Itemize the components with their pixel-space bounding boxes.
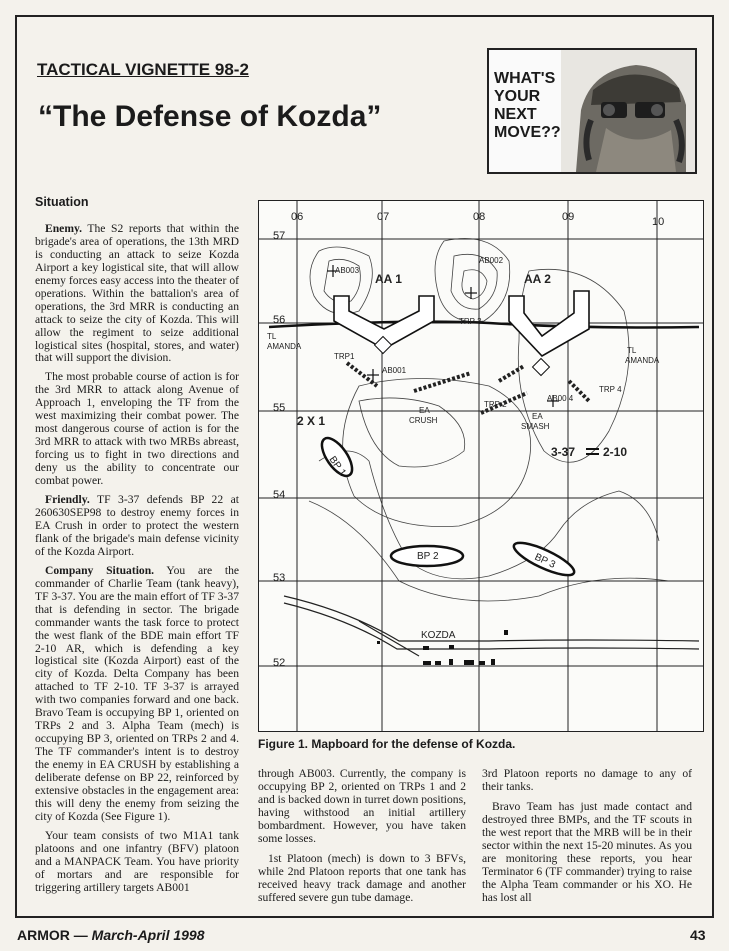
paragraph-enemy: Enemy. The S2 reports that within the brigade's area of operations, the 13th MRD is conducting an attack to seize Kozda Airport a key logistical site, that will allow enemy forces easy access into the theater of operations. Within the battalion's area of operations, the 3rd MRR is conducting an attack to seize the city of Kozda. This will allow the regiment to seize additional logistical sites (hospital, stores, and water) that will support the division.	[35, 221, 239, 365]
grid-label-x: 08	[473, 211, 486, 223]
soldier-binoculars-photo	[561, 50, 695, 172]
grid-label-x: 06	[291, 211, 304, 223]
grid-label-y: 55	[273, 402, 286, 414]
next-move-text: WHAT'S YOUR NEXT MOVE??	[494, 70, 561, 141]
map-label-kozda: KOZDA	[421, 630, 456, 641]
map-figure	[258, 200, 704, 732]
paragraph: through AB003. Currently, the company is occupying BP 2, oriented on TRPs 1 and 2 and is backed down in turret down positions, having withstood an initial artillery bombardment. However, you have taken some losses.	[258, 767, 467, 845]
map-label-ea-crush: CRUSH	[409, 416, 438, 425]
map-label-bp3: BP 3	[532, 551, 557, 571]
paragraph-team: Your team consists of two M1A1 tank platoons and one infantry (BFV) platoon and a MANPACK Team. You have priority of mortars and are responsible for triggering artillery targets AB001	[35, 828, 239, 894]
map-label-ab004: AB00 4	[547, 394, 574, 403]
map-label-x: 2 X 1	[297, 414, 326, 428]
map-label-tl-right: TL	[627, 346, 637, 355]
article-column-1	[35, 196, 239, 901]
paragraph-friendly: Friendly. TF 3-37 defends BP 22 at 260630SEP98 to destroy enemy forces in EA Crush in order to protect the western flank of the brigade's main defense vicinity of the Kozda Airport.	[35, 493, 239, 558]
map-label-trp3: TRP 3	[459, 317, 482, 326]
paragraph-company-situation: Company Situation. You are the commander of Charlie Team (tank heavy), TF 3-37. You are the main effort of TF 3-37 that is defending in sector. The brigade commander wants the task force to protect the west flank of the BDE main effort TF 2-10 AR, which is defending a key logistical site (Kozda Airport) east of the city of Kozda. Delta Company has been attached to TF 2-10. TF 3-37 is arrayed with two companies forward and one back. Bravo Team is occupying BP 1, oriented on TRPs 2 and 3. Alpha Team (mech) is occupying BP 3, oriented on TRPs 2 and 4. The TF commander's intent is to destroy the enemy in EA CRUSH by establishing a deliberate defense on BP 22, reinforced by extensive obstacles in the engagement area: this will deny the enemy from seizing the city of Kozda (See Figure 1).	[35, 563, 240, 823]
map-label-ab003: AB003	[335, 266, 360, 275]
map-label-ea-crush: EA	[419, 406, 430, 415]
grid-label-x: 09	[562, 211, 575, 223]
map-label-ab002: AB002	[479, 256, 504, 265]
article-column-2	[258, 768, 466, 912]
map-label-ab001: AB001	[382, 366, 407, 375]
paragraph: 1st Platoon (mech) is down to 3 BFVs, while 2nd Platoon reports that one tank has received heavy track damage and another suffered severe gun tube damage.	[258, 851, 466, 904]
paragraph: Bravo Team has just made contact and destroyed three BMPs, and the TF scouts in the west report that the MRB will be in their sector within the next 15-20 minutes. As you are monitoring these reports, you hear Terminator 6 (TF commander) trying to raise the Alpha Team commander or his XO. He has lost all	[482, 799, 692, 904]
map-label-aa1: AA 1	[375, 272, 402, 286]
map-label-ea-smash: SMASH	[521, 422, 550, 431]
grid-label-y: 52	[273, 657, 286, 669]
map-label-bp2: BP 2	[417, 551, 439, 562]
article-column-3	[482, 768, 692, 912]
grid-label-y: 53	[273, 572, 286, 584]
map-label-tl-left: TL	[267, 332, 277, 341]
map-label-aa2: AA 2	[524, 272, 551, 286]
map-label-tl-right: AMANDA	[625, 356, 660, 365]
figure-caption: Figure 1. Mapboard for the defense of Kozda.	[258, 737, 516, 751]
map-label-trp1: TRP1	[334, 352, 355, 361]
map-label-bp1: BP 1	[326, 454, 348, 479]
whats-your-next-move-box	[487, 48, 697, 174]
map-label-unit2: 2-10	[603, 445, 628, 459]
map-label-ea-smash: EA	[532, 412, 543, 421]
grid-label-y: 56	[273, 314, 286, 326]
map-label-unit: 3-37	[551, 445, 576, 459]
map-label-tl-left: AMANDA	[267, 342, 302, 351]
grid-label-x: 10	[652, 216, 665, 228]
footer-publication: ARMOR — March-April 1998	[17, 927, 205, 943]
grid-label-y: 54	[273, 489, 286, 501]
mapboard	[259, 201, 703, 731]
grid-label-x: 07	[377, 211, 390, 223]
map-label-trp2: TRP 2	[484, 400, 507, 409]
section-heading: Situation	[35, 195, 89, 209]
paragraph-course-of-action: The most probable course of action is for the 3rd MRR to attack along Avenue of Approach 1, enveloping the TF from the west maximizing their combat power. The most dangerous course of action is for the 3rd MRR to attack with two MRBs abreast, forcing us to fight in two directions and deny us the ability to concentrate our combat power.	[35, 370, 239, 488]
grid-label-y: 57	[273, 230, 286, 242]
paragraph: 3rd Platoon reports no damage to any of their tanks.	[482, 767, 692, 793]
page-number: 43	[690, 927, 706, 943]
article-title: “The Defense of Kozda”	[38, 100, 382, 133]
vignette-kicker: TACTICAL VIGNETTE 98-2	[37, 60, 249, 79]
map-label-trp4: TRP 4	[599, 385, 622, 394]
